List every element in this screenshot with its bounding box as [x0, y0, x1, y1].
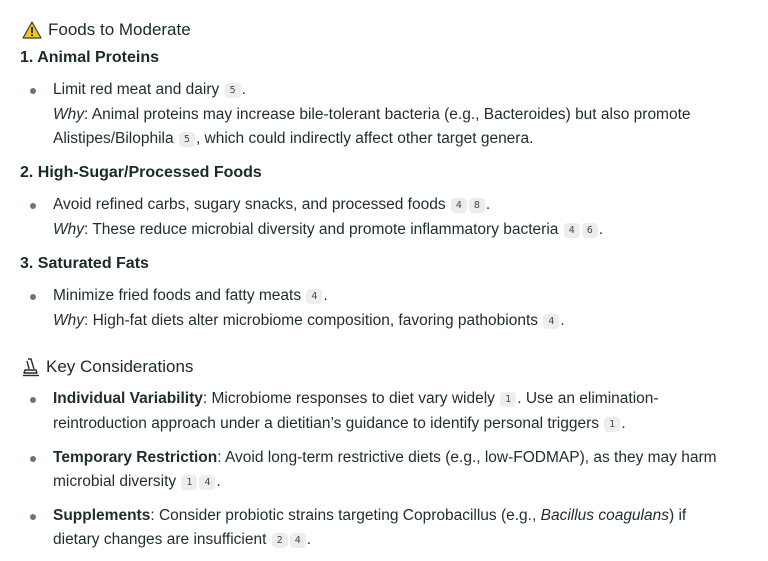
bullet — [30, 456, 36, 462]
warning-icon — [22, 21, 42, 39]
bullet — [30, 514, 36, 520]
section-heading-key-considerations — [22, 357, 193, 377]
list-item-line: Avoid refined carbs, sugary snacks, and processed foods 4 8 . — [53, 196, 491, 213]
citation-badge[interactable]: 2 — [272, 533, 288, 548]
list-item-line: Minimize fried foods and fatty meats 4 . — [53, 287, 328, 304]
bullet — [30, 397, 36, 403]
citation-badge[interactable]: 4 — [290, 533, 306, 548]
bullet — [30, 294, 36, 300]
citation-badge[interactable]: 4 — [199, 475, 215, 490]
why-line: Why: Animal proteins may increase bile-tolerant bacteria (e.g., Bacteroides) but also promote — [53, 106, 691, 123]
bullet — [30, 88, 36, 94]
list-item-line: Individual Variability: Microbiome responses to diet vary widely 1 . Use an elimination- — [53, 390, 659, 407]
bullet — [30, 203, 36, 209]
section-heading-foods-to-moderate — [22, 20, 191, 40]
citation-badge[interactable]: 4 — [564, 223, 580, 238]
citation-badge[interactable]: 4 — [306, 289, 322, 304]
citation-badge[interactable]: 5 — [225, 83, 241, 98]
list-item-line: Limit red meat and dairy 5 . — [53, 81, 246, 98]
citation-badge[interactable]: 6 — [582, 223, 598, 238]
citation-badge[interactable]: 1 — [181, 475, 197, 490]
subsection-heading: 3. Saturated Fats — [20, 255, 149, 272]
citation-badge[interactable]: 1 — [604, 417, 620, 432]
why-line-continued: Alistipes/Bilophila 5 , which could indirectly affect other target genera. — [53, 130, 534, 147]
citation-badge[interactable]: 4 — [451, 198, 467, 213]
citation-badge[interactable]: 1 — [500, 392, 516, 407]
microscope-icon — [22, 357, 40, 377]
section-title: Key Considerations — [46, 357, 194, 376]
why-line: Why: High-fat diets alter microbiome composition, favoring pathobionts 4 . — [53, 312, 565, 329]
list-item-line-continued: dietary changes are insufficient 2 4 . — [53, 531, 312, 548]
list-item-line-continued: microbial diversity 1 4 . — [53, 473, 221, 490]
list-item-line-continued: reintroduction approach under a dietitian’s guidance to identify personal triggers 1 . — [53, 415, 626, 432]
subsection-heading: 2. High-Sugar/Processed Foods — [20, 164, 262, 181]
list-item-line: Temporary Restriction: Avoid long-term restrictive diets (e.g., low-FODMAP), as they may harm — [53, 449, 717, 466]
citation-badge[interactable]: 4 — [543, 314, 559, 329]
why-line: Why: These reduce microbial diversity and promote inflammatory bacteria 4 6 . — [53, 221, 604, 238]
citation-badge[interactable]: 5 — [179, 132, 195, 147]
section-title: Foods to Moderate — [48, 20, 191, 39]
list-item-line: Supplements: Consider probiotic strains targeting Coprobacillus (e.g., Bacillus coagulans) if — [53, 507, 687, 524]
subsection-heading: 1. Animal Proteins — [20, 49, 159, 66]
citation-badge[interactable]: 8 — [469, 198, 485, 213]
